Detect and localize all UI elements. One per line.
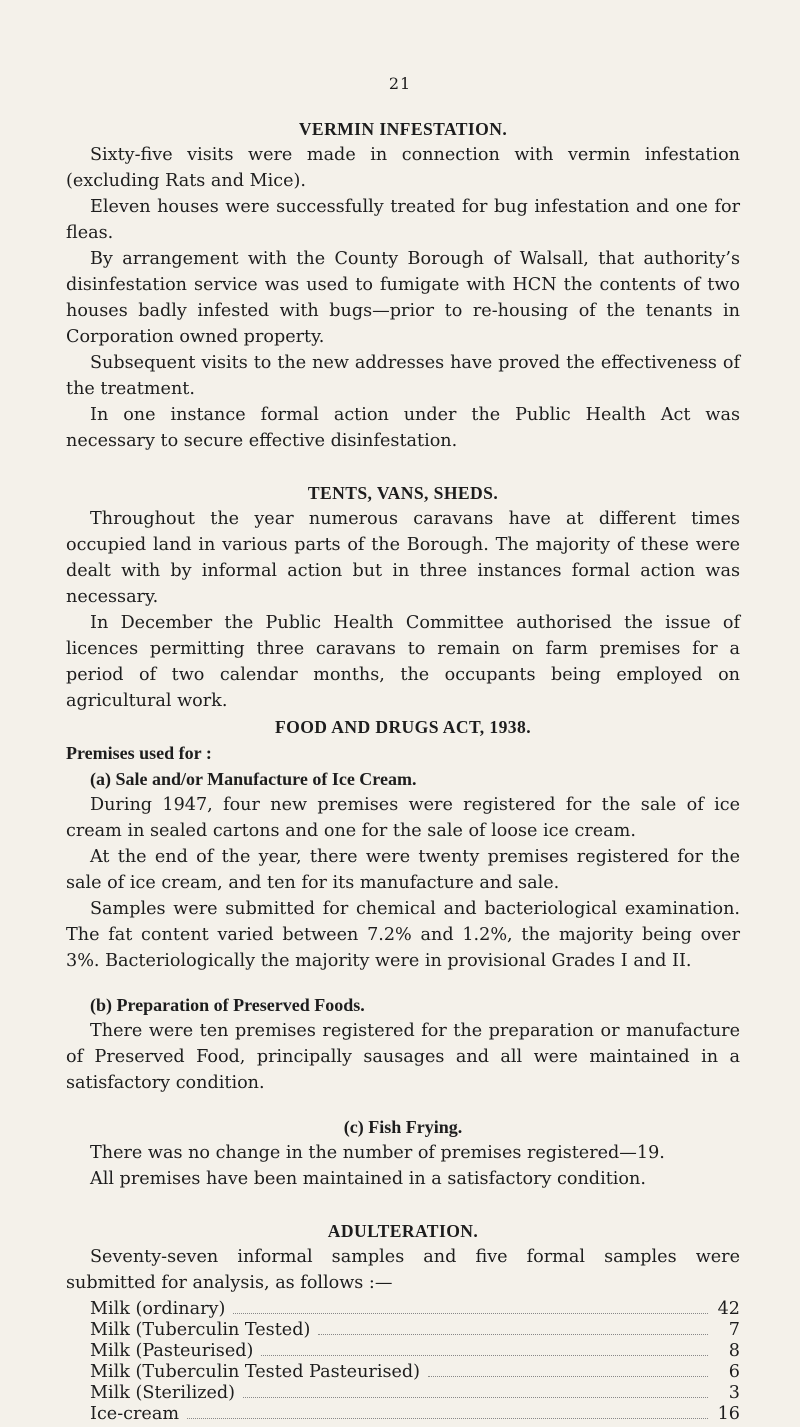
preserved-foods-paragraph: There were ten premises registered for the preparation or manufacture of Preserved Food, principally sausages and all were maintained in a satisfactory condition. [66, 1021, 740, 1093]
vermin-paragraph: Sixty-five visits were made in connection with vermin infestation (excluding Rats and Mice). [66, 145, 740, 191]
samples-table [90, 1296, 740, 1422]
section-spacer [66, 454, 740, 480]
section-spacer [66, 1096, 740, 1114]
leader-dots [243, 1385, 708, 1398]
leader-dots [187, 1406, 708, 1419]
adulteration-section [66, 1218, 740, 1422]
leader-dots [428, 1364, 708, 1377]
fish-frying-subheading: (c) Fish Frying. [343, 1117, 463, 1137]
sample-label: Milk (ordinary) [90, 1299, 226, 1319]
sample-count: 42 [717, 1299, 740, 1319]
section-spacer [66, 974, 740, 992]
fish-frying-paragraph: There was no change in the number of premises registered—19. [90, 1143, 665, 1163]
sample-row [90, 1317, 740, 1338]
sample-count: 3 [728, 1383, 740, 1403]
ice-cream-subheading: (a) Sale and/or Manufacture of Ice Cream. [90, 769, 417, 789]
vermin-heading: VERMIN INFESTATION. [298, 119, 508, 139]
preserved-foods-subheading: (b) Preparation of Preserved Foods. [90, 995, 365, 1015]
vermin-paragraph: By arrangement with the County Borough of Walsall, that authority’s disinfestation service was used to fumigate with HCN the contents of two houses badly infested with bugs—prior to re-housing of the tenants in Corporation owned property. [66, 249, 740, 347]
premises-label: Premises used for : [66, 743, 212, 763]
food-heading: FOOD AND DRUGS ACT, 1938. [274, 717, 531, 737]
vermin-paragraph: Subsequent visits to the new addresses have proved the effectiveness of the treatment. [66, 353, 740, 399]
tents-section [66, 480, 740, 714]
ice-cream-paragraph: During 1947, four new premises were registered for the sale of ice cream in sealed cartons and one for the sale of loose ice cream. [66, 795, 740, 841]
vermin-paragraph: In one instance formal action under the Public Health Act was necessary to secure effective disinfestation. [66, 405, 740, 451]
sample-label: Milk (Tuberculin Tested) [90, 1320, 311, 1340]
sample-count: 8 [728, 1341, 740, 1361]
document-body [66, 116, 740, 1422]
leader-dots [261, 1343, 708, 1356]
sample-count: 16 [717, 1404, 740, 1424]
tents-heading: TENTS, VANS, SHEDS. [307, 483, 499, 503]
sample-row [90, 1296, 740, 1317]
ice-cream-paragraph: Samples were submitted for chemical and bacteriological examination. The fat content varied between 7.2% and 1.2%, the majority being over 3%. Bacteriologically the majority were in provisional Grades I and II. [66, 899, 740, 971]
food-section [66, 714, 740, 1192]
sample-label: Milk (Sterilized) [90, 1383, 236, 1403]
tents-paragraph: In December the Public Health Committee authorised the issue of licences permitting three caravans to remain on farm premises for a period of two calendar months, the occupants being employed on agricultural work. [66, 613, 740, 711]
vermin-paragraph: Eleven houses were successfully treated for bug infestation and one for fleas. [66, 197, 740, 243]
page-number: 21 [388, 74, 412, 93]
sample-row [90, 1338, 740, 1359]
ice-cream-paragraph: At the end of the year, there were twenty premises registered for the sale of ice cream, and ten for its manufacture and sale. [66, 847, 740, 893]
sample-count: 7 [728, 1320, 740, 1340]
sample-count: 6 [728, 1362, 740, 1382]
fish-frying-paragraph: All premises have been maintained in a satisfactory condition. [90, 1169, 646, 1189]
sample-label: Milk (Tuberculin Tested Pasteurised) [90, 1362, 421, 1382]
sample-row [90, 1359, 740, 1380]
tents-paragraph: Throughout the year numerous caravans have at different times occupied land in various parts of the Borough. The majority of these were dealt with by informal action but in three instances formal action was necessary. [66, 509, 740, 607]
sample-label: Milk (Pasteurised) [90, 1341, 254, 1361]
vermin-section [66, 116, 740, 454]
section-spacer [66, 1192, 740, 1218]
sample-label: Ice-cream [90, 1404, 180, 1424]
leader-dots [233, 1301, 708, 1314]
adulteration-intro: Seventy-seven informal samples and five formal samples were submitted for analysis, as follows :— [66, 1247, 740, 1293]
adulteration-heading: ADULTERATION. [327, 1221, 479, 1241]
